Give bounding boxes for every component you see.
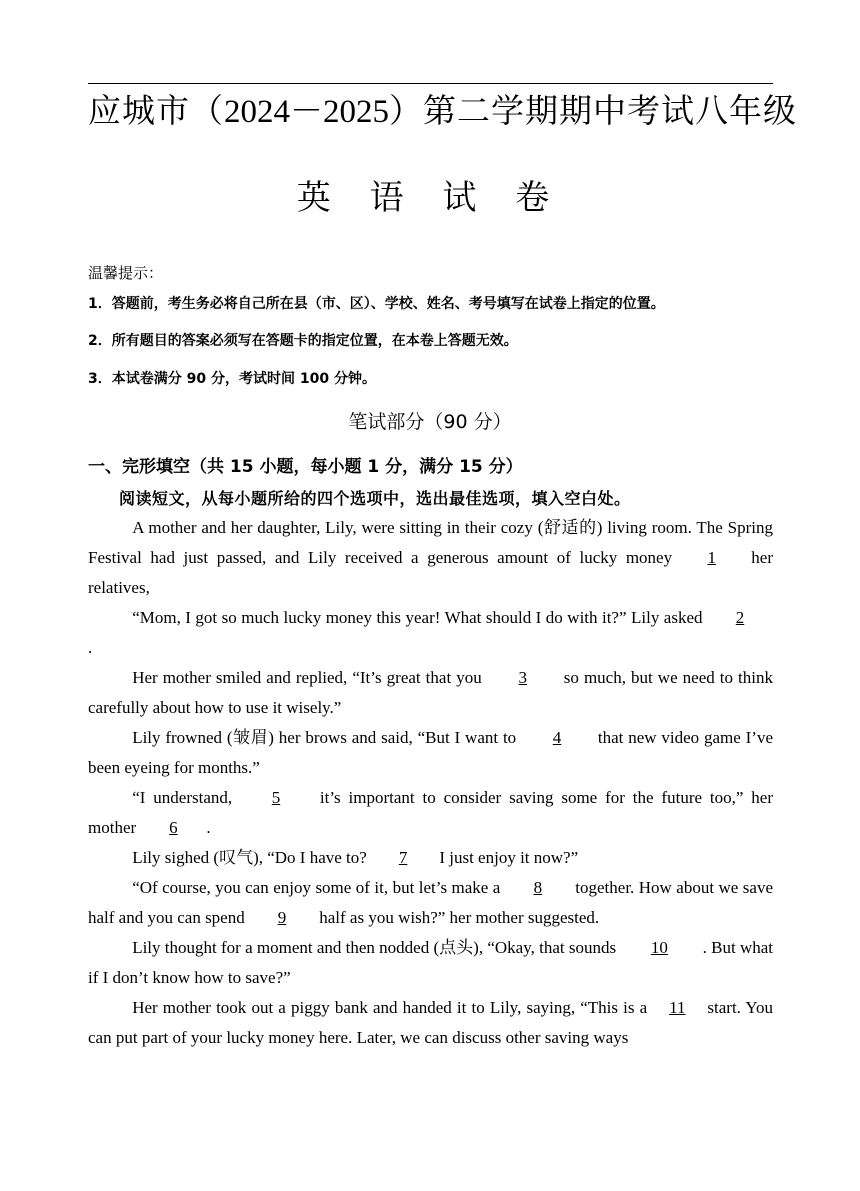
passage-paragraph bbox=[88, 723, 773, 783]
text: A mother and her daughter, Lily, were sitting in their cozy (舒适的) living room. The Spring Festival had just passed, and Lily received a generous amount of lucky money bbox=[88, 518, 773, 567]
passage-paragraph bbox=[88, 783, 773, 843]
text: “I understand, bbox=[132, 788, 240, 807]
title-years: 2024－2025 bbox=[224, 94, 389, 130]
text: half as you wish?” her mother suggested. bbox=[314, 908, 600, 927]
exam-subtitle: 英 语 试 卷 bbox=[296, 178, 564, 218]
text: Her mother smiled and replied, “It’s great that you bbox=[132, 668, 487, 687]
cloze-passage bbox=[88, 513, 773, 1053]
text: it’s important to consider saving some for the future too,” her mother bbox=[88, 788, 773, 837]
blank-10: 10 bbox=[650, 938, 668, 957]
passage-paragraph bbox=[88, 663, 773, 723]
blank-7: 7 bbox=[398, 848, 408, 867]
text: . bbox=[88, 638, 93, 657]
passage-paragraph bbox=[88, 603, 773, 663]
tip-item: 1．答题前，考生务必将自己所在县（市、区）、学校、姓名、考号填写在试卷上指定的位置。 bbox=[88, 296, 665, 312]
text: Lily frowned (皱眉) her brows and said, “But I want to bbox=[132, 728, 522, 747]
tip-item: 3．本试卷满分 90 分，考试时间 100 分钟。 bbox=[88, 371, 376, 387]
text: . bbox=[206, 818, 211, 837]
section-title: 笔试部分（90 分） bbox=[348, 411, 512, 433]
blank-5: 5 bbox=[271, 788, 281, 807]
top-rule bbox=[88, 83, 773, 84]
blank-11: 11 bbox=[669, 998, 686, 1017]
title-prefix: 应城市（ bbox=[88, 91, 224, 130]
text: I just enjoy it now?” bbox=[435, 848, 579, 867]
text: Lily thought for a moment and then nodded (点头), “Okay, that sounds bbox=[132, 938, 621, 957]
exam-title bbox=[88, 89, 797, 134]
blank-1: 1 bbox=[707, 548, 716, 567]
passage-paragraph bbox=[88, 933, 773, 993]
part-instruction: 阅读短文，从每小题所给的四个选项中，选出最佳选项，填入空白处。 bbox=[119, 489, 631, 508]
title-suffix: ）第二学期期中考试八年级 bbox=[389, 91, 797, 130]
blank-9: 9 bbox=[277, 908, 287, 927]
text: that new video game I’ve been eyeing for months.” bbox=[88, 728, 773, 777]
text: start. You can put part of your lucky money here. Later, we can discuss other saving ways bbox=[88, 998, 773, 1047]
passage-paragraph bbox=[88, 873, 773, 933]
blank-2: 2 bbox=[735, 608, 745, 627]
text: Her mother took out a piggy bank and handed it to Lily, saying, “This is a bbox=[132, 998, 653, 1017]
blank-6: 6 bbox=[169, 818, 178, 837]
part-title: 一、完形填空（共 15 小题，每小题 1 分，满分 15 分） bbox=[88, 457, 523, 477]
blank-3: 3 bbox=[518, 668, 528, 687]
passage-paragraph bbox=[88, 993, 773, 1053]
blank-4: 4 bbox=[552, 728, 562, 747]
text: Lily sighed (叹气), “Do I have to? bbox=[132, 848, 372, 867]
tips-heading: 温馨提示： bbox=[88, 264, 164, 282]
text: “Mom, I got so much lucky money this year! What should I do with it?” Lily asked bbox=[132, 608, 707, 627]
passage-paragraph bbox=[88, 513, 773, 603]
text: “Of course, you can enjoy some of it, but let’s make a bbox=[132, 878, 505, 897]
blank-8: 8 bbox=[533, 878, 543, 897]
passage-paragraph bbox=[88, 843, 773, 873]
tip-item: 2．所有题目的答案必须写在答题卡的指定位置，在本卷上答题无效。 bbox=[88, 333, 518, 349]
text: . But what if I don’t know how to save?” bbox=[88, 938, 773, 987]
text: so much, but we need to think carefully about how to use it wisely.” bbox=[88, 668, 773, 717]
text: together. How about we save half and you can spend bbox=[88, 878, 773, 927]
text: her relatives, bbox=[88, 548, 773, 597]
